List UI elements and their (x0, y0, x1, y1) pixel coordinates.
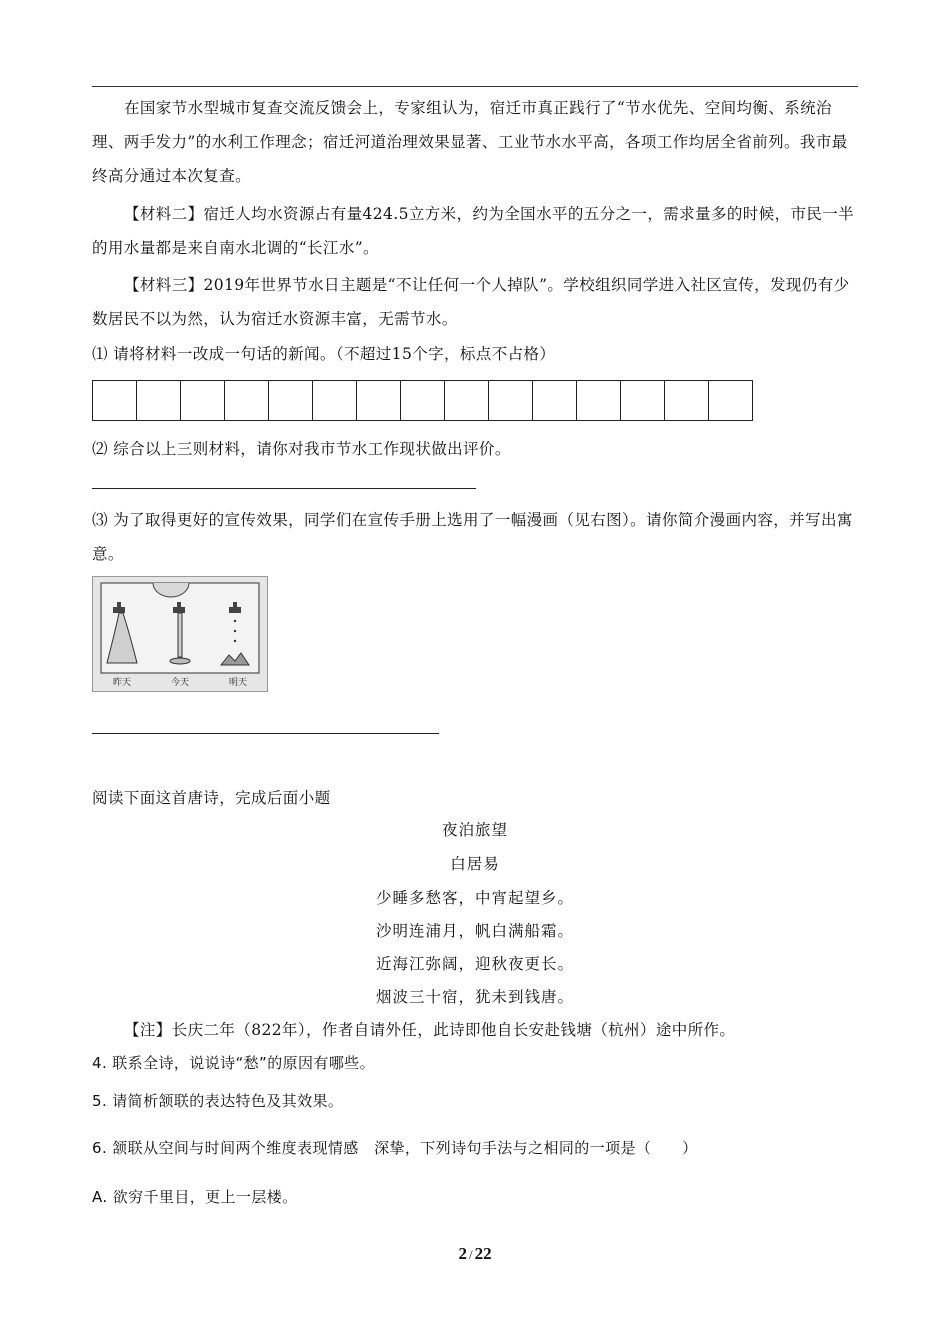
poem-line-3: 近海江弥阔，迎秋夜更长。 (375, 955, 574, 973)
answer-cell[interactable] (621, 380, 665, 421)
poem-author: 白居易 (450, 855, 500, 873)
answer-cell[interactable] (357, 380, 401, 421)
answer-cell[interactable] (225, 380, 269, 421)
answer-line-2[interactable] (92, 488, 476, 489)
question-3: ⑶ 为了取得更好的宣传效果，同学们在宣传手册上选用了一幅漫画（见右图）。请你简介漫画内容，并写出寓意。 (92, 511, 853, 563)
answer-cell[interactable] (401, 380, 445, 421)
answer-cell[interactable] (489, 380, 533, 421)
answer-cell[interactable] (445, 380, 489, 421)
answer-cell[interactable] (137, 380, 181, 421)
header-rule (92, 86, 858, 87)
comic-label-today: 今天 (170, 678, 189, 688)
answer-cell[interactable] (665, 380, 709, 421)
question-4: 4. 联系全诗，说说诗“愁”的原因有哪些。 (92, 1054, 376, 1072)
answer-cell[interactable] (269, 380, 313, 421)
question-1: ⑴ 请将材料一改成一句话的新闻。（不超过15个字，标点不占格） (92, 345, 556, 363)
answer-grid[interactable] (92, 380, 753, 421)
comic-label-tomorrow: 明天 (228, 678, 247, 688)
material-three-text: 【材料三】2019年世界节水日主题是“不让任何一个人掉队”。学校组织同学进入社区宣传，发现仍有少数居民不以为然，认为宿迁水资源丰富，无需节水。 (92, 276, 850, 328)
question-6: 6. 颔联从空间与时间两个维度表现情感 深挚，下列诗句手法与之相同的一项是（ ） (92, 1139, 698, 1157)
poem-line-2: 沙明连浦月，帆白满船霜。 (375, 922, 574, 940)
comic-image (92, 576, 268, 692)
page-separator: / (468, 1247, 473, 1262)
poem-note: 【注】长庆二年（822年），作者自请外任，此诗即他自长安赴钱塘（杭州）途中所作。 (124, 1021, 736, 1039)
answer-cell[interactable] (533, 380, 577, 421)
poem-intro: 阅读下面这首唐诗，完成后面小题 (92, 789, 331, 807)
page-number (0, 1244, 950, 1264)
answer-cell[interactable] (313, 380, 357, 421)
poem-title: 夜泊旅望 (441, 821, 508, 839)
poem-line-4: 烟波三十宿，犹未到钱唐。 (375, 988, 574, 1006)
answer-cell[interactable] (181, 380, 225, 421)
question-2: ⑵ 综合以上三则材料，请你对我市节水工作现状做出评价。 (92, 440, 511, 458)
answer-cell[interactable] (709, 380, 753, 421)
page-current: 2 (458, 1244, 467, 1263)
option-a[interactable]: A. 欲穷千里目，更上一层楼。 (92, 1188, 298, 1206)
answer-line-3[interactable] (92, 733, 439, 734)
comic-label-yesterday: 昨天 (112, 678, 131, 688)
question-5: 5. 请简析颔联的表达特色及其效果。 (92, 1092, 344, 1110)
material-two-text: 【材料二】宿迁人均水资源占有量424.5立方米，约为全国水平的五分之一，需求量多的时候，市民一半的用水量都是来自南水北调的“长江水”。 (92, 205, 855, 257)
material-one-text: 在国家节水型城市复查交流反馈会上，专家组认为，宿迁市真正践行了“节水优先、空间均衡、系统治理、两手发力”的水利工作理念；宿迁河道治理效果显著、工业节水水平高，各项工作均居全省前列。我市最终高分通过本次复查。 (92, 99, 848, 185)
answer-cell[interactable] (577, 380, 621, 421)
page-total: 22 (474, 1244, 492, 1263)
answer-cell[interactable] (93, 380, 137, 421)
poem-line-1: 少睡多愁客，中宵起望乡。 (375, 889, 574, 907)
comic-drawing (93, 577, 267, 691)
